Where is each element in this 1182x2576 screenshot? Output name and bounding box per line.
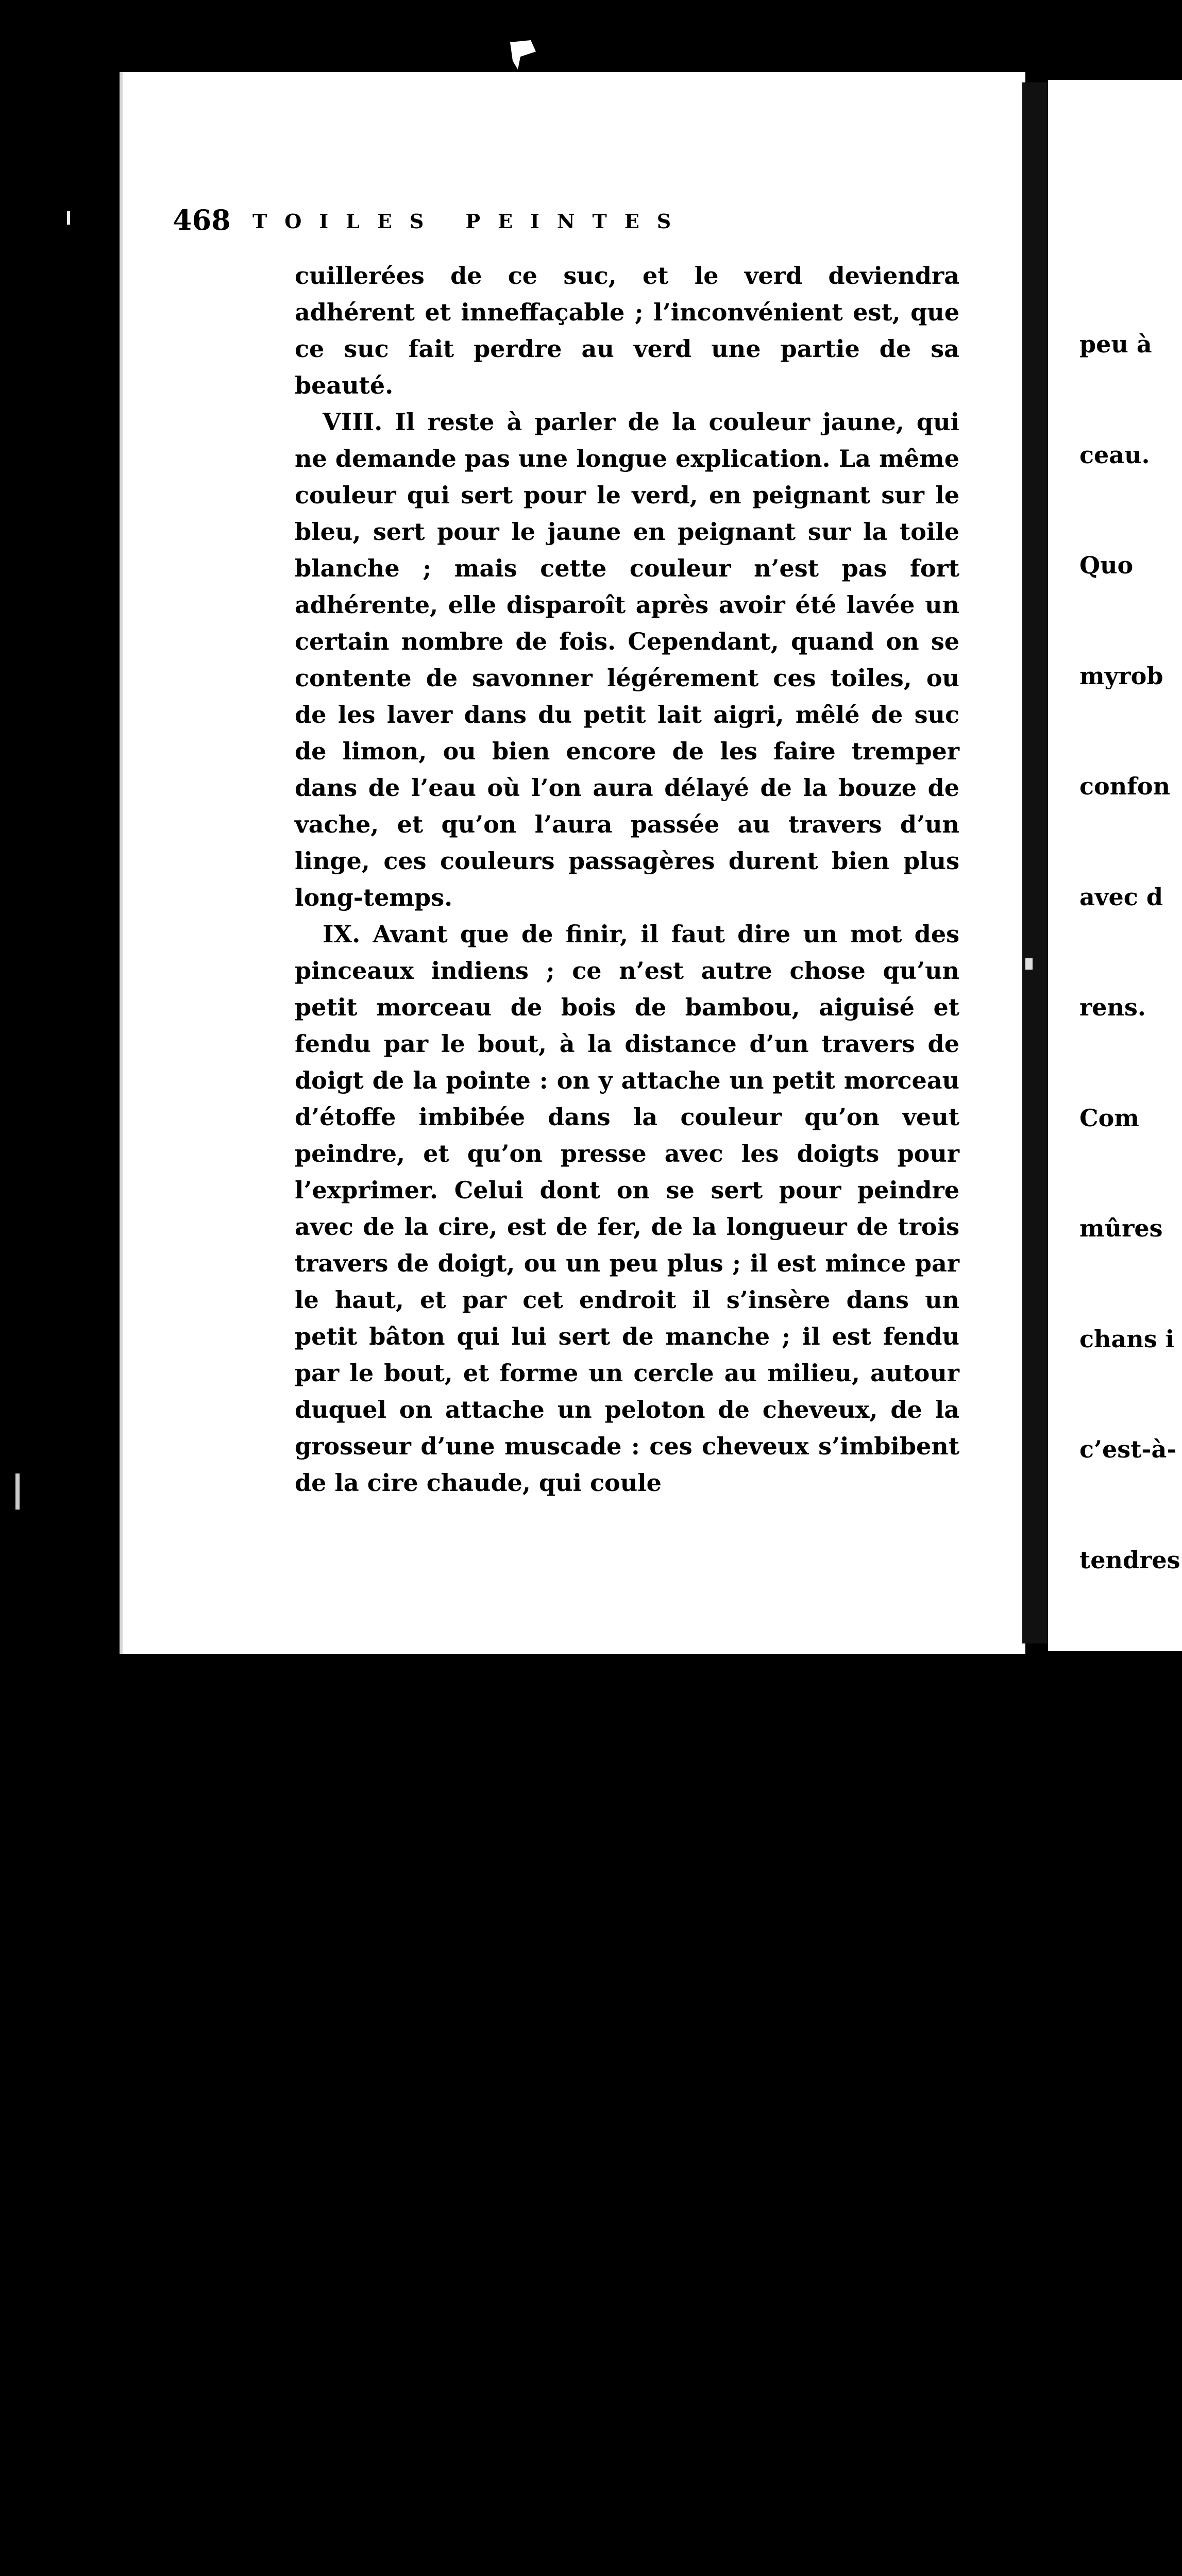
right-line: avec d bbox=[1079, 883, 1163, 911]
left-margin-fleck bbox=[15, 1473, 20, 1510]
right-line: mûres bbox=[1079, 1214, 1163, 1242]
left-margin-fleck bbox=[67, 211, 70, 225]
running-head-title: TOILES PEINTES bbox=[252, 210, 689, 233]
right-line: myrob bbox=[1079, 662, 1163, 690]
right-line: rens. bbox=[1079, 993, 1146, 1021]
body-text bbox=[295, 258, 959, 1501]
right-line: ils parc bbox=[1079, 1767, 1178, 1795]
right-line: tendres bbox=[1079, 1546, 1180, 1574]
right-line: tes réc bbox=[1079, 2098, 1169, 2126]
right-line: parlé ai bbox=[1079, 2319, 1181, 2347]
right-line: quelles bbox=[1079, 2540, 1175, 2568]
right-line: peu à bbox=[1079, 330, 1152, 358]
page-number: 468 bbox=[173, 204, 231, 236]
paragraph-continuation: cuillerées de ce suc, et le verd deviendra adhérent et inneffaçable ; l’inconvénient est, que ce suc fait perdre au verd une partie de sa beauté. bbox=[295, 262, 959, 399]
right-line: confon bbox=[1079, 772, 1171, 800]
right-line: que ce bbox=[1079, 1877, 1167, 1905]
right-line: mêmes bbox=[1079, 2430, 1173, 2458]
right-line: chans i bbox=[1079, 1325, 1175, 1353]
right-line: des eau bbox=[1079, 2209, 1180, 2237]
running-head bbox=[173, 204, 976, 245]
book-gutter bbox=[1022, 82, 1048, 1643]
right-line: La r bbox=[1079, 1988, 1133, 2016]
right-line: qu’on a bbox=[1079, 1656, 1178, 1684]
right-line: ceau. bbox=[1079, 440, 1150, 469]
right-page-text-fragments bbox=[1079, 252, 1182, 2576]
paragraph-ix: IX. Avant que de finir, il faut dire un mot des pinceaux indiens ; ce n’est autre chose qu’un petit morceau de bois de bambou, aiguisé et fendu par le bout, à la distance d’un travers de doigt de la pointe : on y attache un petit morceau d’étoffe imbibée dans la couleur qu’on veut peindre, et qu’on presse avec les doigts pour l’exprimer. Celui dont on se sert pour peindre avec de la cire, est de fer, de la longueur de trois travers de doigt, ou un peu plus ; il est mince par le haut, et par cet endroit il s’insère dans un petit bâton qui lui sert de manche ; il est fendu par le bout, et forme un cercle au milieu, autour duquel on attache un peloton de cheveux, de la grosseur d’une muscade : ces cheveux s’imbibent de la cire chaude, qui coule bbox=[295, 920, 959, 1497]
right-line: Com bbox=[1079, 1104, 1139, 1132]
top-edge-fleck bbox=[510, 40, 536, 70]
right-line: Quo bbox=[1079, 551, 1134, 579]
right-line: c’est-à- bbox=[1079, 1435, 1177, 1463]
paragraph-viii: VIII. Il reste à parler de la couleur jaune, qui ne demande pas une longue explication. La même couleur qui sert pour le verd, en peignant sur le bleu, sert pour le jaune en peignant sur la toile blanche ; mais cette couleur n’est pas fort adhérente, elle disparoît après avoir été lavée un certain nombre de fois. Cependant, quand on se contente de savonner légérement ces toiles, ou de les laver dans du petit lait aigri, mêlé de suc de limon, ou bien encore de les faire tremper dans de l’eau où l’on aura délayé de la bouze de vache, et qu’on l’aura passée au travers d’un linge, ces couleurs passagères durent bien plus long-temps. bbox=[295, 408, 959, 911]
